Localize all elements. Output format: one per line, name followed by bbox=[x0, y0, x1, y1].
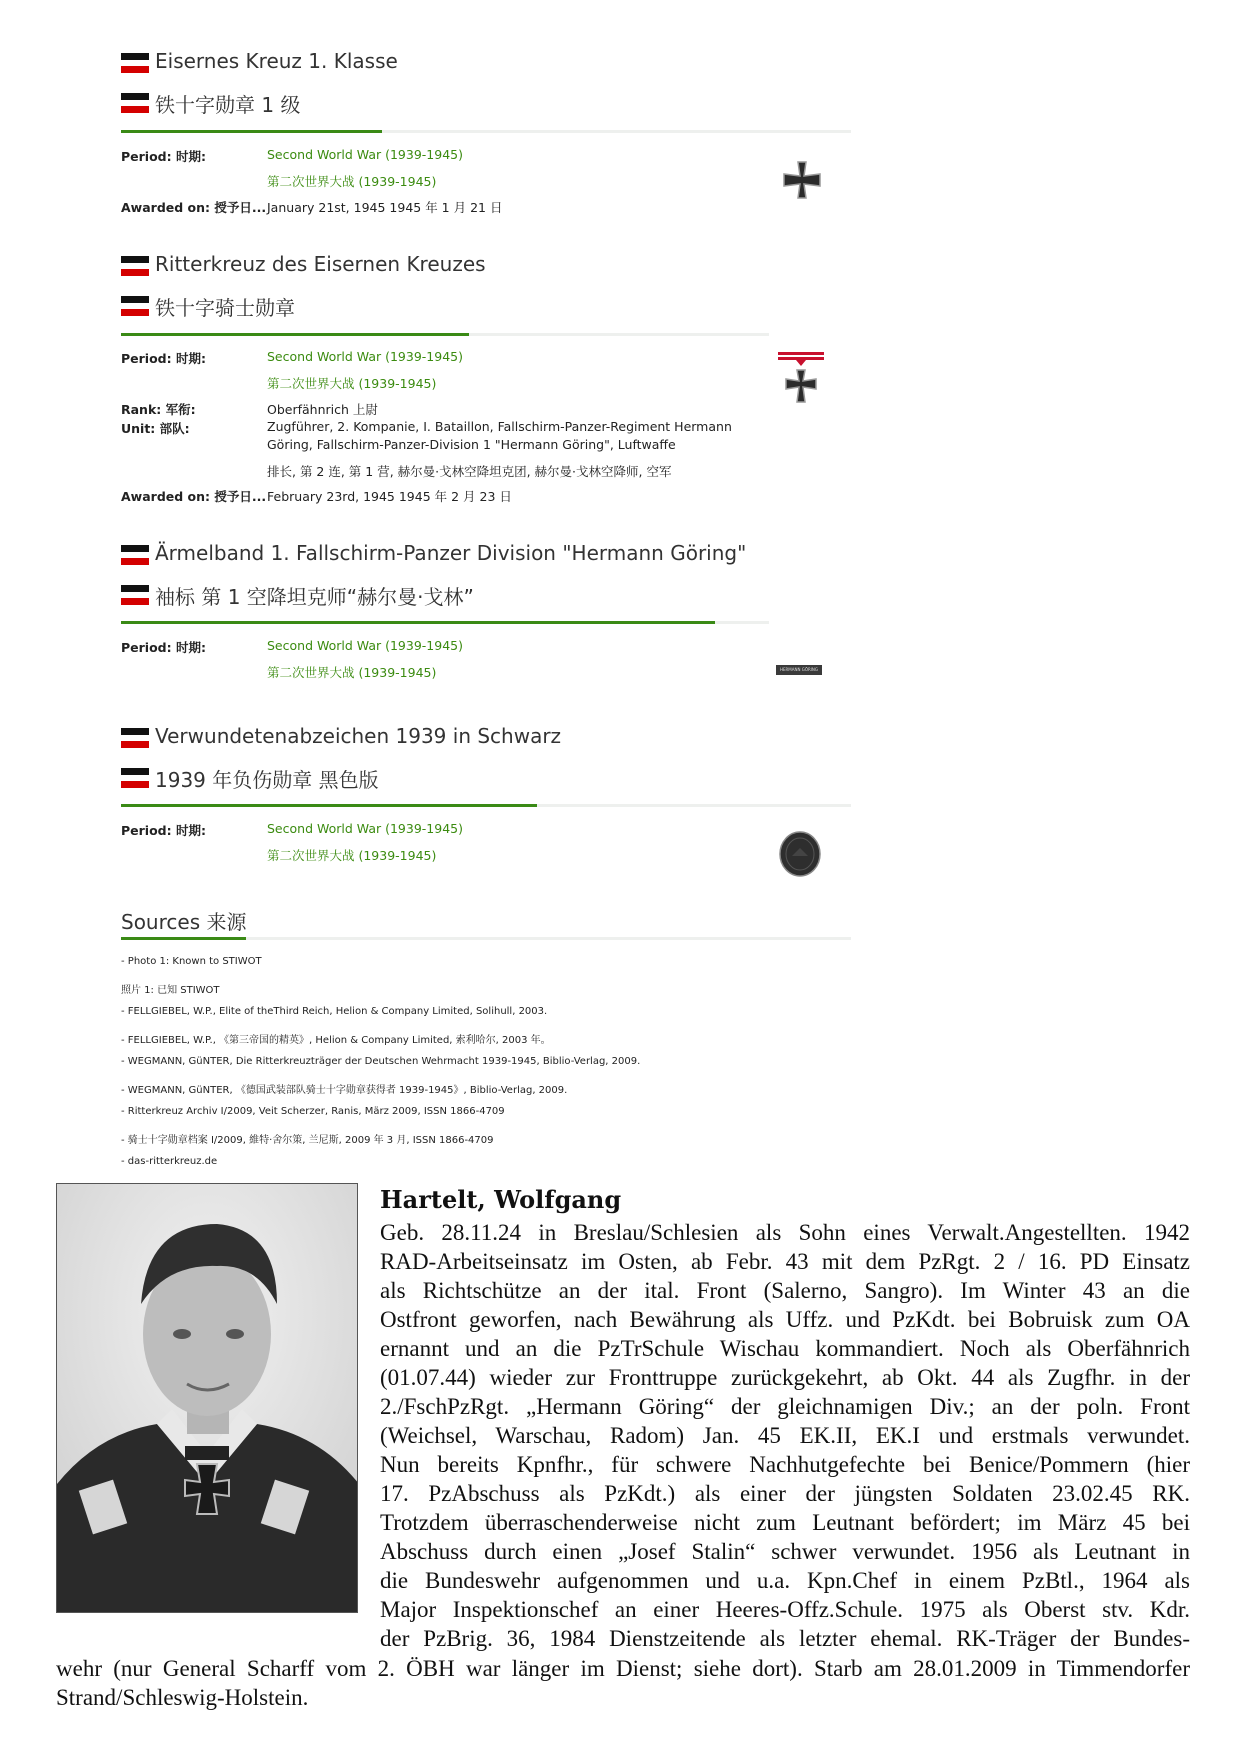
period-value: Second World War (1939-1945) bbox=[267, 147, 463, 162]
awarded-value: February 23rd, 1945 1945 年 2 月 23 日 bbox=[267, 489, 512, 504]
bio-line: Abschuss durch einen „Josef Stalin“ schwer verwundet. 1956 als Leutnant in bbox=[380, 1539, 1190, 1564]
awarded-label: Awarded on: 授予日... bbox=[121, 489, 267, 504]
bio-line: Nun bereits Kpnfhr., für schwere Nachhutgefechte bei Benice/Pommern (hier bbox=[380, 1452, 1190, 1477]
flag-icon bbox=[121, 728, 149, 748]
cuff-title-icon: HERMANN GÖRING bbox=[776, 665, 822, 675]
bio-line: 2./FschPzRgt. „Hermann Göring“ der gleichnamigen Div.; an der poln. Front bbox=[380, 1394, 1190, 1419]
bio-line: Trotzdem überraschenderweise nicht zum Leutnant befördert; im März 45 bei bbox=[380, 1510, 1190, 1535]
portrait-photo bbox=[56, 1183, 358, 1613]
flag-icon bbox=[121, 296, 149, 316]
rank-value: Oberfähnrich 上尉 bbox=[267, 402, 378, 417]
source-item: - Ritterkreuz Archiv I/2009, Veit Scherzer, Ranis, März 2009, ISSN 1866-4709 bbox=[121, 1106, 505, 1117]
bio-line: Geb. 28.11.24 in Breslau/Schlesien als Sohn eines Verwalt.Angestellten. 1942 bbox=[380, 1220, 1190, 1245]
source-item: - das-ritterkreuz.de bbox=[121, 1156, 218, 1167]
flag-icon bbox=[121, 53, 149, 73]
source-item: - FELLGIEBEL, W.P., 《第三帝国的精英》, Helion & Company Limited, 索利哈尔, 2003 年。 bbox=[121, 1035, 551, 1046]
bio-line: die Bundeswehr aufgenommen und u.a. Kpn.Chef in einem PzBtl., 1964 als bbox=[380, 1568, 1190, 1593]
awarded-value: January 21st, 1945 1945 年 1 月 21 日 bbox=[267, 200, 503, 215]
rank-label: Rank: 军衔: bbox=[121, 402, 196, 417]
bio-line: Ostfront geworfen, nach Bewährung als Uffz. und PzKdt. bei Bobruisk zum OA bbox=[380, 1307, 1190, 1332]
award-title-de: Ärmelband 1. Fallschirm-Panzer Division "Hermann Göring" bbox=[155, 541, 747, 565]
awarded-label: Awarded on: 授予日... bbox=[121, 200, 267, 215]
award-title-zh: 铁十字骑士勋章 bbox=[155, 296, 295, 320]
unit-value-cont: Göring, Fallschirm-Panzer-Division 1 "Hermann Göring", Luftwaffe bbox=[267, 437, 676, 452]
award-title-de: Verwundetenabzeichen 1939 in Schwarz bbox=[155, 724, 562, 748]
wound-badge-icon bbox=[778, 830, 822, 878]
source-item: - Photo 1: Known to STIWOT bbox=[121, 956, 262, 967]
section-divider bbox=[121, 937, 851, 940]
period-value-zh: 第二次世界大战 (1939-1945) bbox=[267, 376, 437, 391]
period-label: Period: 时期: bbox=[121, 640, 206, 655]
sources-heading: Sources 来源 bbox=[121, 910, 247, 934]
bio-text bbox=[380, 1218, 1190, 1653]
unit-value: Zugführer, 2. Kompanie, I. Bataillon, Fallschirm-Panzer-Regiment Hermann bbox=[267, 419, 732, 434]
award-title-zh: 铁十字勋章 1 级 bbox=[155, 93, 301, 117]
iron-cross-icon bbox=[780, 158, 824, 202]
source-item: - WEGMANN, GüNTER, 《德国武装部队骑士十字勋章获得者 1939-1945》, Biblio-Verlag, 2009. bbox=[121, 1085, 568, 1096]
period-value-zh: 第二次世界大战 (1939-1945) bbox=[267, 665, 437, 680]
bio-line: Major Inspektionschef an einer Heeres-Offz.Schule. 1975 als Oberst stv. Kdr. bbox=[380, 1597, 1190, 1622]
unit-label: Unit: 部队: bbox=[121, 421, 190, 436]
period-label: Period: 时期: bbox=[121, 351, 206, 366]
knights-cross-icon bbox=[776, 348, 826, 406]
period-value: Second World War (1939-1945) bbox=[267, 821, 463, 836]
section-divider bbox=[121, 804, 851, 807]
period-value-zh: 第二次世界大战 (1939-1945) bbox=[267, 848, 437, 863]
source-item: - WEGMANN, GüNTER, Die Ritterkreuzträger der Deutschen Wehrmacht 1939-1945, Biblio-Verlag, 2009. bbox=[121, 1056, 641, 1067]
flag-icon bbox=[121, 585, 149, 605]
bio-line: 17. PzAbschuss als PzKdt.) als einer der jüngsten Soldaten 23.02.45 RK. bbox=[380, 1481, 1190, 1506]
award-title-zh: 袖标 第 1 空降坦克师“赫尔曼·戈林” bbox=[155, 585, 474, 609]
flag-icon bbox=[121, 768, 149, 788]
award-title-de: Ritterkreuz des Eisernen Kreuzes bbox=[155, 252, 486, 276]
section-divider bbox=[121, 333, 769, 336]
bio-line: RAD-Arbeitseinsatz im Osten, ab Febr. 43 mit dem PzRgt. 2 / 16. PD Einsatz bbox=[380, 1249, 1190, 1274]
period-label: Period: 时期: bbox=[121, 149, 206, 164]
period-value-zh: 第二次世界大战 (1939-1945) bbox=[267, 174, 437, 189]
bio-text-tail: wehr (nur General Scharff vom 2. ÖBH war länger im Dienst; siehe dort). Starb am 28.01.2009 in Timmendorfer Strand/Schleswig-Holstein. bbox=[56, 1656, 1190, 1710]
flag-icon bbox=[121, 545, 149, 565]
award-title-zh: 1939 年负伤勋章 黑色版 bbox=[155, 768, 379, 792]
flag-icon bbox=[121, 93, 149, 113]
bio-name: Hartelt, Wolfgang bbox=[380, 1185, 622, 1214]
period-value: Second World War (1939-1945) bbox=[267, 638, 463, 653]
section-divider bbox=[121, 130, 851, 133]
bio-line: (01.07.44) wieder zur Fronttruppe zurückgekehrt, ab Okt. 44 als Zugfhr. in der bbox=[380, 1365, 1190, 1390]
bio-line: (Weichsel, Warschau, Radom) Jan. 45 EK.II, EK.I und erstmals verwundet. bbox=[380, 1423, 1190, 1448]
bio-line: der PzBrig. 36, 1984 Dienstzeitende als letzter ehemal. RK-Träger der Bundes- bbox=[380, 1626, 1190, 1651]
section-divider bbox=[121, 621, 769, 624]
source-item: 照片 1: 已知 STIWOT bbox=[121, 985, 220, 996]
award-title-de: Eisernes Kreuz 1. Klasse bbox=[155, 49, 398, 73]
bio-line: als Richtschütze an der ital. Front (Salerno, Sangro). Im Winter 43 an die bbox=[380, 1278, 1190, 1303]
bio-line: ernannt und an die PzTrSchule Wischau kommandiert. Noch als Oberfähnrich bbox=[380, 1336, 1190, 1361]
portrait-illustration bbox=[57, 1184, 358, 1613]
source-item: - FELLGIEBEL, W.P., Elite of theThird Reich, Helion & Company Limited, Solihull, 2003. bbox=[121, 1006, 548, 1017]
source-item: - 骑士十字勋章档案 I/2009, 維特·舍尔策, 兰尼斯, 2009 年 3 月, ISSN 1866-4709 bbox=[121, 1135, 494, 1146]
flag-icon bbox=[121, 256, 149, 276]
period-label: Period: 时期: bbox=[121, 823, 206, 838]
unit-value-zh: 排长, 第 2 连, 第 1 营, 赫尔曼·戈林空降坦克团, 赫尔曼·戈林空降师, 空军 bbox=[267, 464, 672, 479]
period-value: Second World War (1939-1945) bbox=[267, 349, 463, 364]
